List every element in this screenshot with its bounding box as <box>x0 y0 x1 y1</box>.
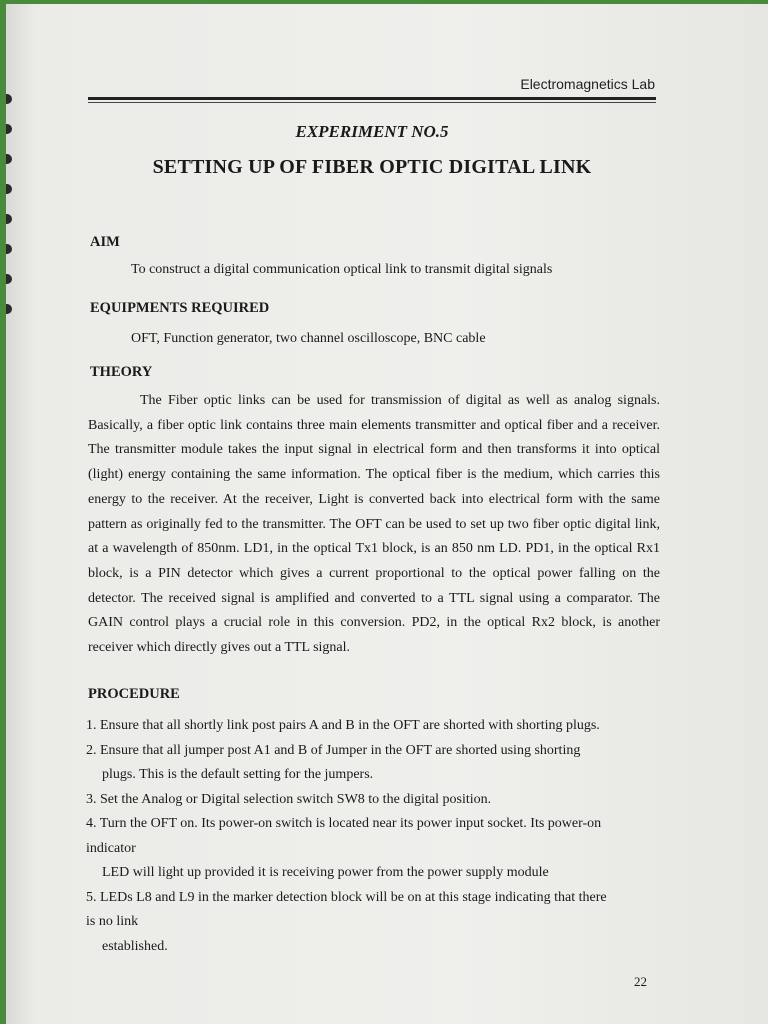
procedure-step: 1. Ensure that all shortly link post pairs A and B in the OFT are shorted with shorting plugs. <box>86 718 600 733</box>
experiment-title: SETTING UP OF FIBER OPTIC DIGITAL LINK <box>152 156 592 178</box>
header-rule-thin <box>88 102 656 103</box>
binder-hole <box>6 94 12 104</box>
binder-hole <box>6 244 12 254</box>
aim-text: To construct a digital communication optical link to transmit digital signals <box>131 262 553 277</box>
procedure-step-continuation: is no link <box>86 914 139 929</box>
theory-heading: THEORY <box>90 364 153 380</box>
experiment-number: EXPERIMENT NO.5 <box>295 122 449 141</box>
theory-text: The Fiber optic links can be used for transmission of digital as well as analog signals. Basically, a fiber optic link contains three main elements transmitter and optical fiber and a receiver. The transmitter module takes the input signal in electrical form and then transforms it into optical (light) energy containing the same information. The optical fiber is the medium, which carries this energy to the receiver. At the receiver, Light is converted back into electrical form with the same pattern as originally fed to the transmitter. The OFT can be used to set up two fiber optic digital link, at a wavelength of 850nm. LD1, in the optical Tx1 block, is an 850 nm LD. PD1, in the optical Rx1 block, is a PIN detector which gives a current proportional to the optical power falling on the detector. The received signal is amplified and converted to a TTL signal using a comparator. The GAIN control plays a crucial role in this conversion. PD2, in the optical Rx2 block, is another receiver which directly gives out a TTL signal. <box>88 393 660 656</box>
procedure-step-continuation: indicator <box>86 840 136 856</box>
header-rule <box>88 97 656 100</box>
procedure-step-continuation: LED will light up provided it is receiving power from the power supply module <box>102 865 549 880</box>
procedure-step: 3. Set the Analog or Digital selection switch SW8 to the digital position. <box>86 791 492 807</box>
procedure-list <box>86 714 666 959</box>
procedure-step-continuation: established. <box>102 938 168 954</box>
procedure-step-continuation: plugs. This is the default setting for the jumpers. <box>102 767 374 782</box>
running-header: Electromagnetics Lab <box>520 76 655 92</box>
procedure-step: 5. LEDs L8 and L9 in the marker detection block will be on at this stage indicating that there <box>86 889 607 905</box>
binder-hole <box>6 214 12 224</box>
binder-holes <box>6 64 18 964</box>
equipments-heading: EQUIPMENTS REQUIRED <box>90 300 270 316</box>
binder-hole <box>6 304 12 314</box>
page-number: 22 <box>634 974 647 989</box>
equipments-text: OFT, Function generator, two channel oscilloscope, BNC cable <box>131 331 486 346</box>
binder-hole <box>6 274 12 284</box>
aim-heading: AIM <box>90 234 120 250</box>
procedure-heading: PROCEDURE <box>88 686 180 702</box>
binder-hole <box>6 184 12 194</box>
procedure-step: 4. Turn the OFT on. Its power-on switch is located near its power input socket. Its power-on <box>86 816 602 831</box>
document-page <box>6 4 768 1024</box>
procedure-step: 2. Ensure that all jumper post A1 and B of Jumper in the OFT are shorted using shorting <box>86 742 581 758</box>
